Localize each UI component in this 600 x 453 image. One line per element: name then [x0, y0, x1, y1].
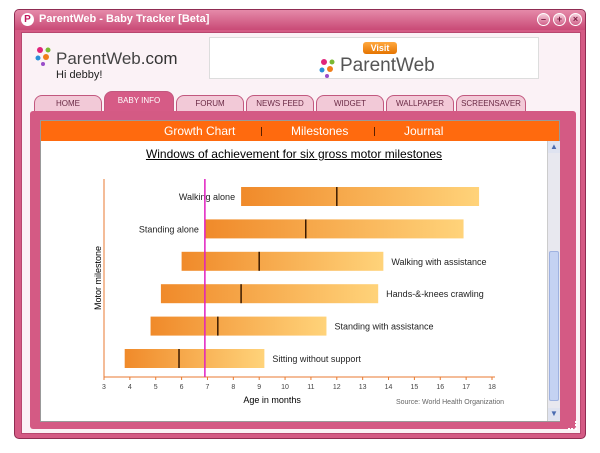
x-tick-label: 5 [153, 384, 158, 391]
parentweb-dots-icon [34, 45, 54, 67]
tab-forum[interactable]: FORUM [176, 95, 244, 111]
milestone-label: Sitting without support [272, 354, 361, 364]
x-tick-label: 15 [410, 384, 419, 391]
tab-screensaver[interactable]: SCREENSAVER [456, 95, 526, 111]
logo-suffix: .com [140, 49, 178, 68]
title-bar[interactable] [15, 10, 585, 30]
x-tick-label: 3 [102, 384, 106, 391]
window-title: ParentWeb - Baby Tracker [Beta] [39, 13, 210, 25]
app-window [14, 9, 586, 439]
x-tick-label: 10 [281, 384, 289, 391]
x-tick-label: 6 [179, 384, 184, 391]
chart-title: Windows of achievement for six gross motor milestones [145, 147, 443, 161]
x-tick-label: 7 [205, 384, 210, 391]
subnav-growth-chart[interactable]: Growth Chart [164, 124, 236, 138]
tab-home[interactable]: HOME [34, 95, 102, 111]
subnav-milestones[interactable]: Milestones [291, 124, 349, 138]
tab-baby-info[interactable]: BABY INFO [104, 91, 174, 111]
x-tick-label: 18 [488, 384, 496, 391]
x-axis-label: Age in months [243, 395, 301, 405]
milestone-label: Standing alone [138, 224, 199, 235]
app-client-area [21, 32, 581, 434]
content-frame [30, 111, 576, 429]
sub-navigation [41, 121, 559, 141]
subnav-divider [261, 127, 262, 136]
milestone-bar [241, 187, 479, 206]
x-tick-label: 13 [358, 384, 367, 391]
milestone-label: Walking with assistance [391, 256, 487, 267]
ad-logo-text: ParentWeb [340, 55, 435, 76]
y-axis-label: Motor milestone [93, 245, 103, 311]
tab-news-feed[interactable]: NEWS FEED [246, 95, 314, 111]
minimize-button[interactable]: – [537, 13, 550, 26]
tab-widget[interactable]: WIDGET [316, 95, 384, 111]
x-tick-label: 12 [332, 384, 341, 391]
x-tick-label: 14 [384, 384, 393, 391]
scroll-down-icon[interactable]: ▼ [548, 408, 560, 420]
milestone-bar [151, 317, 327, 336]
parentweb-app-icon: P [21, 13, 34, 26]
milestone-label: Hands-&-knees crawling [386, 289, 484, 300]
main-tabs [34, 91, 574, 111]
milestone-chart-area [41, 141, 547, 421]
subnav-divider [374, 127, 375, 136]
visit-button[interactable]: Visit [363, 42, 397, 54]
chart-source: Source: World Health Organization [395, 399, 504, 406]
milestone-bar [182, 252, 384, 271]
milestone-chart [41, 141, 547, 421]
x-tick-label: 4 [127, 384, 132, 391]
scroll-thumb[interactable] [549, 251, 559, 401]
x-tick-label: 8 [231, 384, 236, 391]
milestone-label: Walking alone [178, 192, 236, 202]
logo-text: ParentWeb [56, 49, 141, 68]
resize-grip-icon[interactable] [568, 421, 577, 430]
tab-wallpaper[interactable]: WALLPAPER [386, 95, 454, 111]
milestone-bar [125, 349, 265, 368]
close-button[interactable]: × [569, 13, 582, 26]
milestone-bar [205, 219, 464, 238]
x-tick-label: 11 [307, 384, 315, 391]
ad-banner[interactable] [209, 37, 539, 79]
subnav-journal[interactable]: Journal [404, 124, 444, 138]
x-tick-label: 16 [436, 384, 445, 391]
milestone-label: Standing with assistance [334, 321, 434, 332]
maximize-button[interactable]: + [553, 13, 566, 26]
milestone-bar [161, 284, 378, 303]
vertical-scrollbar[interactable] [547, 141, 560, 421]
baby-info-panel [40, 120, 560, 422]
x-tick-label: 17 [462, 384, 471, 391]
x-tick-label: 9 [257, 384, 262, 391]
parentweb-dots-icon [318, 57, 338, 79]
scroll-up-icon[interactable]: ▲ [548, 141, 560, 153]
user-greeting: Hi debby! [56, 69, 103, 81]
